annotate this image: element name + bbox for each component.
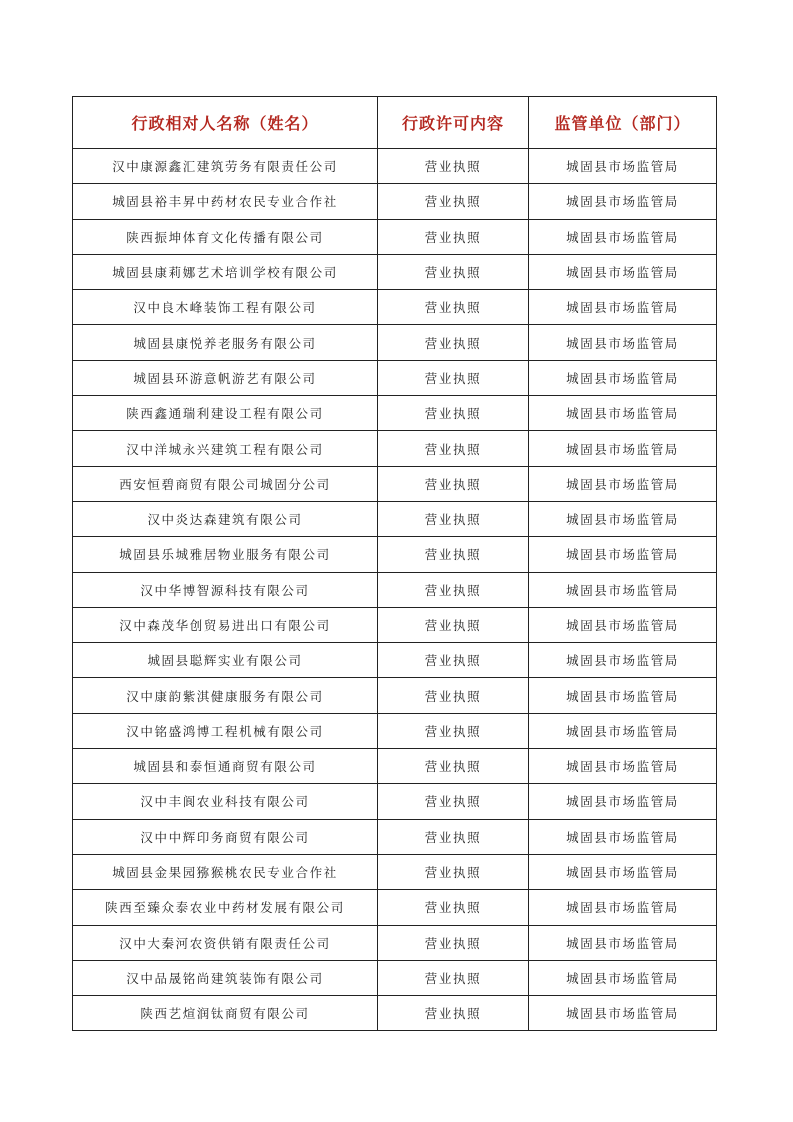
cell-supervising-dept: 城固县市场监管局 <box>529 678 717 713</box>
cell-supervising-dept: 城固县市场监管局 <box>529 996 717 1031</box>
cell-counterparty-name: 城固县乐城雅居物业服务有限公司 <box>73 537 378 572</box>
cell-counterparty-name: 城固县康莉娜艺术培训学校有限公司 <box>73 254 378 289</box>
cell-counterparty-name: 汉中铭盛鸿博工程机械有限公司 <box>73 713 378 748</box>
cell-license-content: 营业执照 <box>378 854 529 889</box>
cell-counterparty-name: 汉中良木峰装饰工程有限公司 <box>73 290 378 325</box>
cell-license-content: 营业执照 <box>378 572 529 607</box>
header-supervising-dept: 监管单位（部门） <box>529 97 717 149</box>
header-license-content: 行政许可内容 <box>378 97 529 149</box>
cell-license-content: 营业执照 <box>378 219 529 254</box>
cell-counterparty-name: 陕西振坤体育文化传播有限公司 <box>73 219 378 254</box>
cell-supervising-dept: 城固县市场监管局 <box>529 749 717 784</box>
table-row <box>73 466 717 501</box>
cell-license-content: 营业执照 <box>378 890 529 925</box>
cell-license-content: 营业执照 <box>378 960 529 995</box>
cell-supervising-dept: 城固县市场监管局 <box>529 572 717 607</box>
table-row <box>73 960 717 995</box>
cell-counterparty-name: 陕西鑫通瑞利建设工程有限公司 <box>73 396 378 431</box>
cell-license-content: 营业执照 <box>378 396 529 431</box>
cell-supervising-dept: 城固县市场监管局 <box>529 290 717 325</box>
cell-license-content: 营业执照 <box>378 819 529 854</box>
table-row <box>73 325 717 360</box>
cell-license-content: 营业执照 <box>378 149 529 184</box>
cell-supervising-dept: 城固县市场监管局 <box>529 960 717 995</box>
cell-counterparty-name: 汉中森茂华创贸易进出口有限公司 <box>73 607 378 642</box>
cell-supervising-dept: 城固县市场监管局 <box>529 925 717 960</box>
cell-supervising-dept: 城固县市场监管局 <box>529 254 717 289</box>
cell-supervising-dept: 城固县市场监管局 <box>529 713 717 748</box>
cell-license-content: 营业执照 <box>378 466 529 501</box>
cell-license-content: 营业执照 <box>378 431 529 466</box>
table-row <box>73 219 717 254</box>
table-row <box>73 501 717 536</box>
cell-license-content: 营业执照 <box>378 360 529 395</box>
table-row <box>73 184 717 219</box>
cell-counterparty-name: 汉中大秦河农资供销有限责任公司 <box>73 925 378 960</box>
cell-supervising-dept: 城固县市场监管局 <box>529 396 717 431</box>
cell-counterparty-name: 城固县和泰恒通商贸有限公司 <box>73 749 378 784</box>
cell-license-content: 营业执照 <box>378 643 529 678</box>
cell-counterparty-name: 汉中洋城永兴建筑工程有限公司 <box>73 431 378 466</box>
table-row <box>73 678 717 713</box>
table-row <box>73 431 717 466</box>
table-row <box>73 925 717 960</box>
cell-counterparty-name: 汉中丰阆农业科技有限公司 <box>73 784 378 819</box>
cell-license-content: 营业执照 <box>378 678 529 713</box>
cell-counterparty-name: 城固县裕丰昇中药材农民专业合作社 <box>73 184 378 219</box>
table-row <box>73 749 717 784</box>
cell-supervising-dept: 城固县市场监管局 <box>529 466 717 501</box>
table-row <box>73 149 717 184</box>
license-table-container <box>72 96 716 1031</box>
cell-supervising-dept: 城固县市场监管局 <box>529 360 717 395</box>
cell-supervising-dept: 城固县市场监管局 <box>529 643 717 678</box>
table-row <box>73 290 717 325</box>
cell-counterparty-name: 陕西至臻众泰农业中药材发展有限公司 <box>73 890 378 925</box>
cell-supervising-dept: 城固县市场监管局 <box>529 219 717 254</box>
cell-counterparty-name: 汉中华博智源科技有限公司 <box>73 572 378 607</box>
table-row <box>73 254 717 289</box>
cell-license-content: 营业执照 <box>378 749 529 784</box>
cell-counterparty-name: 陕西艺煊润钛商贸有限公司 <box>73 996 378 1031</box>
table-body <box>73 149 717 1031</box>
table-row <box>73 713 717 748</box>
table-row <box>73 996 717 1031</box>
cell-license-content: 营业执照 <box>378 254 529 289</box>
cell-supervising-dept: 城固县市场监管局 <box>529 501 717 536</box>
cell-counterparty-name: 城固县聪辉实业有限公司 <box>73 643 378 678</box>
table-row <box>73 784 717 819</box>
cell-license-content: 营业执照 <box>378 184 529 219</box>
cell-counterparty-name: 汉中品晟铭尚建筑装饰有限公司 <box>73 960 378 995</box>
cell-supervising-dept: 城固县市场监管局 <box>529 819 717 854</box>
cell-license-content: 营业执照 <box>378 290 529 325</box>
cell-counterparty-name: 汉中康韵紫淇健康服务有限公司 <box>73 678 378 713</box>
cell-supervising-dept: 城固县市场监管局 <box>529 431 717 466</box>
cell-supervising-dept: 城固县市场监管局 <box>529 890 717 925</box>
cell-supervising-dept: 城固县市场监管局 <box>529 149 717 184</box>
table-row <box>73 396 717 431</box>
license-table <box>72 96 717 1031</box>
cell-counterparty-name: 城固县环游意帆游艺有限公司 <box>73 360 378 395</box>
table-row <box>73 854 717 889</box>
cell-license-content: 营业执照 <box>378 784 529 819</box>
cell-license-content: 营业执照 <box>378 325 529 360</box>
cell-supervising-dept: 城固县市场监管局 <box>529 325 717 360</box>
table-row <box>73 819 717 854</box>
header-counterparty-name: 行政相对人名称（姓名） <box>73 97 378 149</box>
table-row <box>73 537 717 572</box>
table-header-row <box>73 97 717 149</box>
table-row <box>73 360 717 395</box>
cell-counterparty-name: 西安恒碧商贸有限公司城固分公司 <box>73 466 378 501</box>
table-row <box>73 890 717 925</box>
cell-counterparty-name: 城固县康悦养老服务有限公司 <box>73 325 378 360</box>
cell-supervising-dept: 城固县市场监管局 <box>529 607 717 642</box>
cell-license-content: 营业执照 <box>378 607 529 642</box>
cell-counterparty-name: 汉中康源鑫汇建筑劳务有限责任公司 <box>73 149 378 184</box>
table-row <box>73 643 717 678</box>
cell-counterparty-name: 城固县金果园猕猴桃农民专业合作社 <box>73 854 378 889</box>
table-row <box>73 607 717 642</box>
cell-license-content: 营业执照 <box>378 925 529 960</box>
cell-supervising-dept: 城固县市场监管局 <box>529 184 717 219</box>
cell-license-content: 营业执照 <box>378 537 529 572</box>
table-row <box>73 572 717 607</box>
cell-supervising-dept: 城固县市场监管局 <box>529 784 717 819</box>
cell-counterparty-name: 汉中中辉印务商贸有限公司 <box>73 819 378 854</box>
cell-license-content: 营业执照 <box>378 996 529 1031</box>
cell-license-content: 营业执照 <box>378 501 529 536</box>
cell-license-content: 营业执照 <box>378 713 529 748</box>
cell-counterparty-name: 汉中炎达森建筑有限公司 <box>73 501 378 536</box>
cell-supervising-dept: 城固县市场监管局 <box>529 854 717 889</box>
cell-supervising-dept: 城固县市场监管局 <box>529 537 717 572</box>
